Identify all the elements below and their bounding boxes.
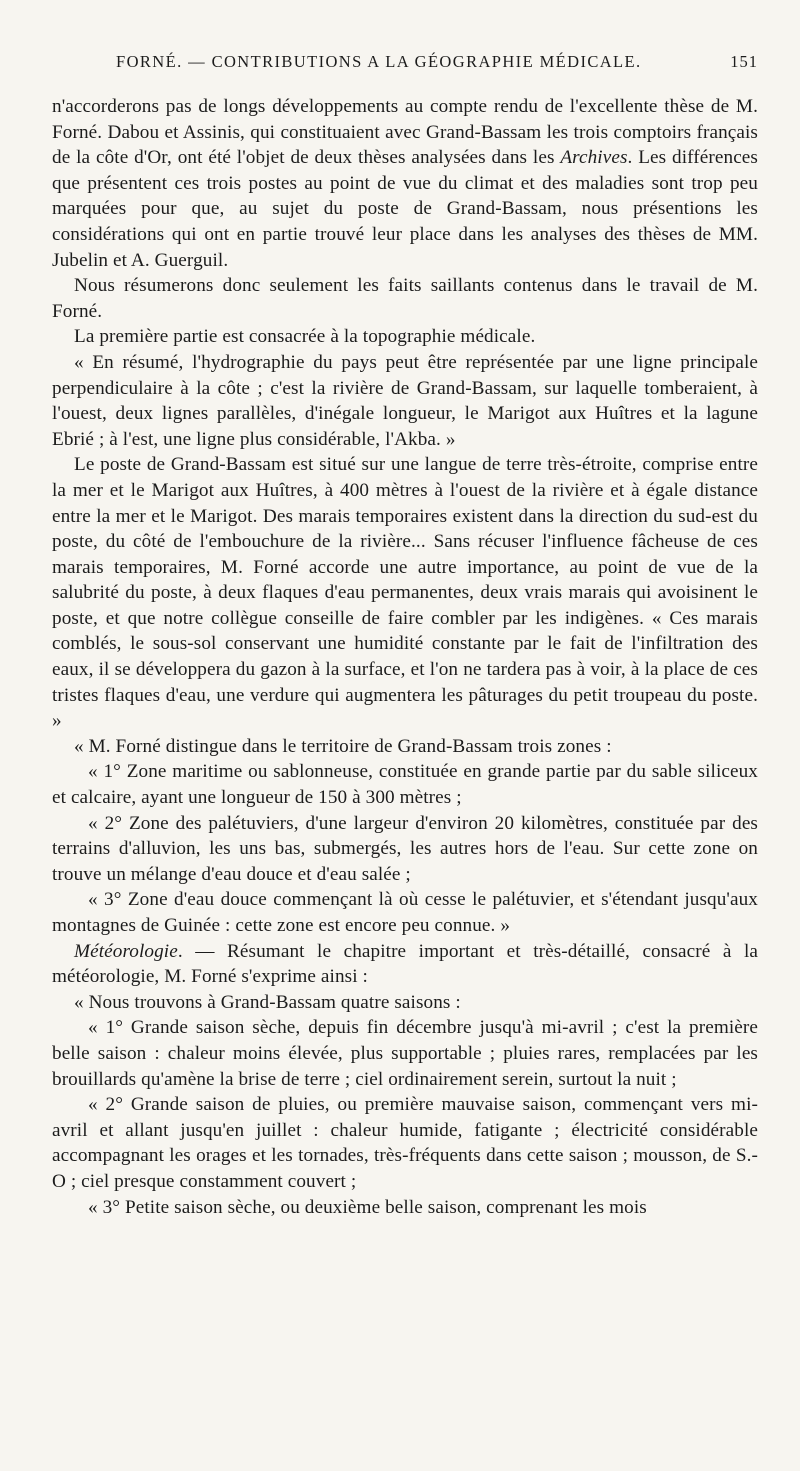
list-item-season-2: « 2° Grande saison de pluies, ou première mauvaise saison, commençant vers mi-avril et allant jusqu'en juillet : chaleur humide, fatigante ; électricité considérable accompagnant les orages et les tornades, très-fréquents dans cette saison ; mousson, de S.-O ; ciel presque constamment couvert ;: [52, 1094, 758, 1192]
paragraph: Nous résumerons donc seulement les faits saillants contenus dans le travail de M. Forné.: [52, 275, 758, 322]
paragraph: Le poste de Grand-Bassam est situé sur une langue de terre très-étroite, comprise entre la mer et le Marigot aux Huîtres, à 400 mètres à l'ouest de la rivière et à égale distance entre la mer et le Marigot. Des marais temporaires existent dans la direction du sud-est du poste, du côté de l'embouchure de la rivière... Sans récuser l'influence fâcheuse de ces marais temporaires, M. Forné accorde une autre importance, au point de vue de la salubrité du poste, à deux flaques d'eau permanentes, deux vrais marais qui avoisinent le poste, et que notre collègue conseille de faire combler par les indigènes. « Ces marais comblés, le sous-sol conservant une humidité constante par le fait de l'infiltration des eaux, il se développera du gazon à la surface, et l'on ne tardera pas à voir, à la place de ces tristes flaques d'eau, une verdure qui augmentera les pâturages du petit troupeau du poste. »: [52, 454, 758, 732]
list-item-season-1: « 1° Grande saison sèche, depuis fin décembre jusqu'à mi-avril ; c'est la première belle saison : chaleur moins élevée, plus supportable ; pluies rares, remplacées par les brouillards qu'amène la brise de terre ; ciel ordinairement serein, surtout la nuit ;: [52, 1017, 758, 1090]
journal-title: Archives: [560, 147, 628, 169]
page-number: 151: [730, 52, 758, 71]
list-item-zone-2: « 2° Zone des palétuviers, d'une largeur d'environ 20 kilomètres, constituée par des terrains d'alluvion, les uns bas, submergés, les autres hors de l'eau. Sur cette zone on trouve un mélange d'eau douce et d'eau salée ;: [52, 812, 758, 885]
section-heading: Météorologie: [74, 940, 178, 962]
running-header: [52, 52, 758, 72]
paragraph-quote: « En résumé, l'hydrographie du pays peut être représentée par une ligne principale perpendiculaire à la côte ; c'est la rivière de Grand-Bassam, sur laquelle tomberaient, à l'ouest, deux lignes parallèles, d'inégale longueur, le Marigot aux Huîtres et la lagune Ebrié ; à l'est, une ligne plus considérable, l'Akba. »: [52, 351, 758, 450]
list-item-zone-1: « 1° Zone maritime ou sablonneuse, constituée en grande partie par du sable siliceux et calcaire, ayant une longueur de 150 à 300 mètres ;: [52, 761, 758, 809]
running-title: FORNÉ. — CONTRIBUTIONS A LA GÉOGRAPHIE MÉDICALE.: [116, 52, 642, 71]
body-text: [52, 94, 758, 1220]
paragraph-intro: n'accorderons pas de longs développements au compte rendu de l'excellente thèse de M. Forné. Dabou et Assinis, qui constituaient avec Grand-Bassam les trois comptoirs français de la côte d'Or, ont été l'objet de deux thèses analysées dans les Archives. Les différences que présentent ces trois postes au point de vue du climat et des maladies sont trop peu marquées pour que, au sujet du poste de Grand-Bassam, nous présentions les considérations qui ont en partie trouvé leur place dans les analyses des thèses de MM. Jubelin et A. Guerguil.: [52, 96, 758, 271]
list-item-zone-3: « 3° Zone d'eau douce commençant là où cesse le palétuvier, et s'étendant jusqu'aux montagnes de Guinée : cette zone est encore peu connue. »: [52, 889, 758, 936]
list-item-season-3: « 3° Petite saison sèche, ou deuxième belle saison, comprenant les mois: [88, 1196, 647, 1218]
paragraph: La première partie est consacrée à la topographie médicale.: [74, 326, 536, 348]
paragraph-quote: « Nous trouvons à Grand-Bassam quatre saisons :: [74, 991, 461, 1013]
paragraph-quote: « M. Forné distingue dans le territoire de Grand-Bassam trois zones :: [74, 735, 612, 757]
paragraph-meteorologie: Météorologie. — Résumant le chapitre important et très-détaillé, consacré à la météorologie, M. Forné s'exprime ainsi :: [52, 940, 758, 988]
